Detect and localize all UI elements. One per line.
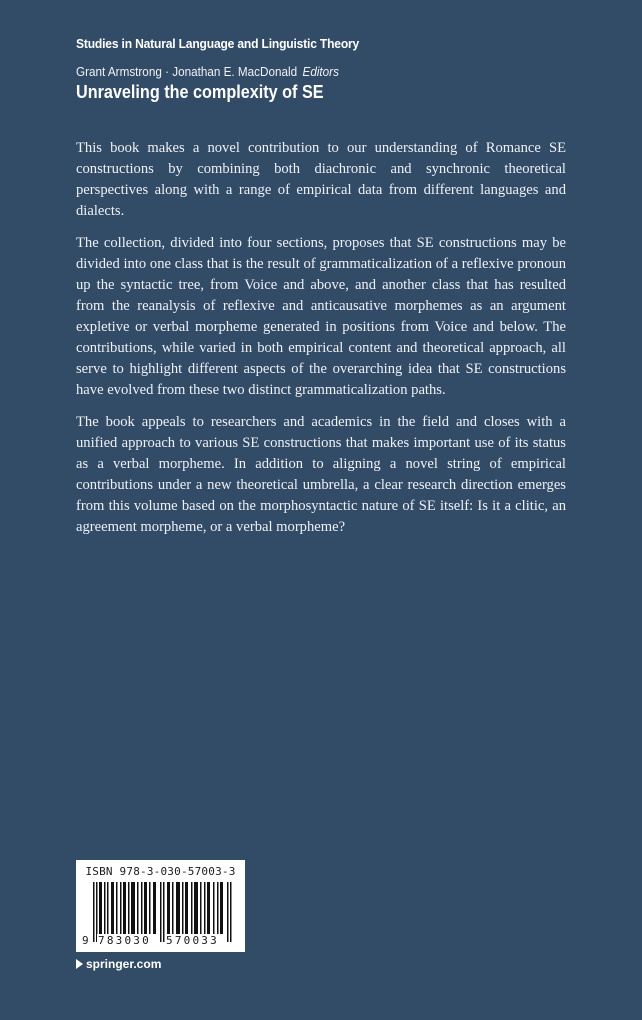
barcode-group-1: 783030	[98, 934, 151, 947]
isbn-barcode	[76, 860, 245, 952]
editor-names: Grant Armstrong · Jonathan E. MacDonald	[76, 64, 298, 79]
description-paragraph: This book makes a novel contribution to our understanding of Romance SE constructions by combining both diachronic and synchronic theoretical perspectives along with a range of empirical data from different languages and dialects.	[76, 140, 566, 219]
series-name: Studies in Natural Language and Linguistic Theory	[76, 36, 360, 51]
editors-line	[76, 64, 339, 79]
barcode-bars-icon	[93, 882, 233, 942]
springer-link-label: springer.com	[86, 957, 162, 971]
book-description	[76, 138, 566, 549]
description-paragraph: The book appeals to researchers and academics in the field and closes with a unified approach to various SE constructions that makes important use of its status as a verbal morpheme. In addition to aligning a novel string of empirical contributions under a new theoretical umbrella, a clear research direction emerges from this volume based on the morphosyntactic nature of SE itself: Is it a clitic, an agreement morpheme, or a verbal morpheme?	[76, 414, 566, 535]
barcode-lead-digit: 9	[82, 934, 89, 947]
book-title: Unraveling the complexity of SE	[76, 82, 324, 102]
editors-role: Editors	[302, 64, 339, 79]
barcode-group-2: 570033	[166, 934, 219, 947]
springer-link[interactable]	[76, 957, 161, 971]
isbn-label: ISBN 978-3-030-57003-3	[85, 865, 236, 878]
description-paragraph: The collection, divided into four sections, proposes that SE constructions may be divided into one class that is the result of grammaticalization of a reflexive pronoun up the syntactic tree, from Voice and above, and another class that has resulted from the reanalysis of reflexive and anticausative morphemes as an argument expletive or verbal morpheme generated in positions from Voice and below. The contributions, while varied in both empirical content and theoretical approach, all serve to highlight different aspects of the overarching idea that SE constructions have evolved from these two distinct grammaticalization paths.	[76, 235, 566, 398]
arrow-right-icon	[76, 959, 83, 969]
